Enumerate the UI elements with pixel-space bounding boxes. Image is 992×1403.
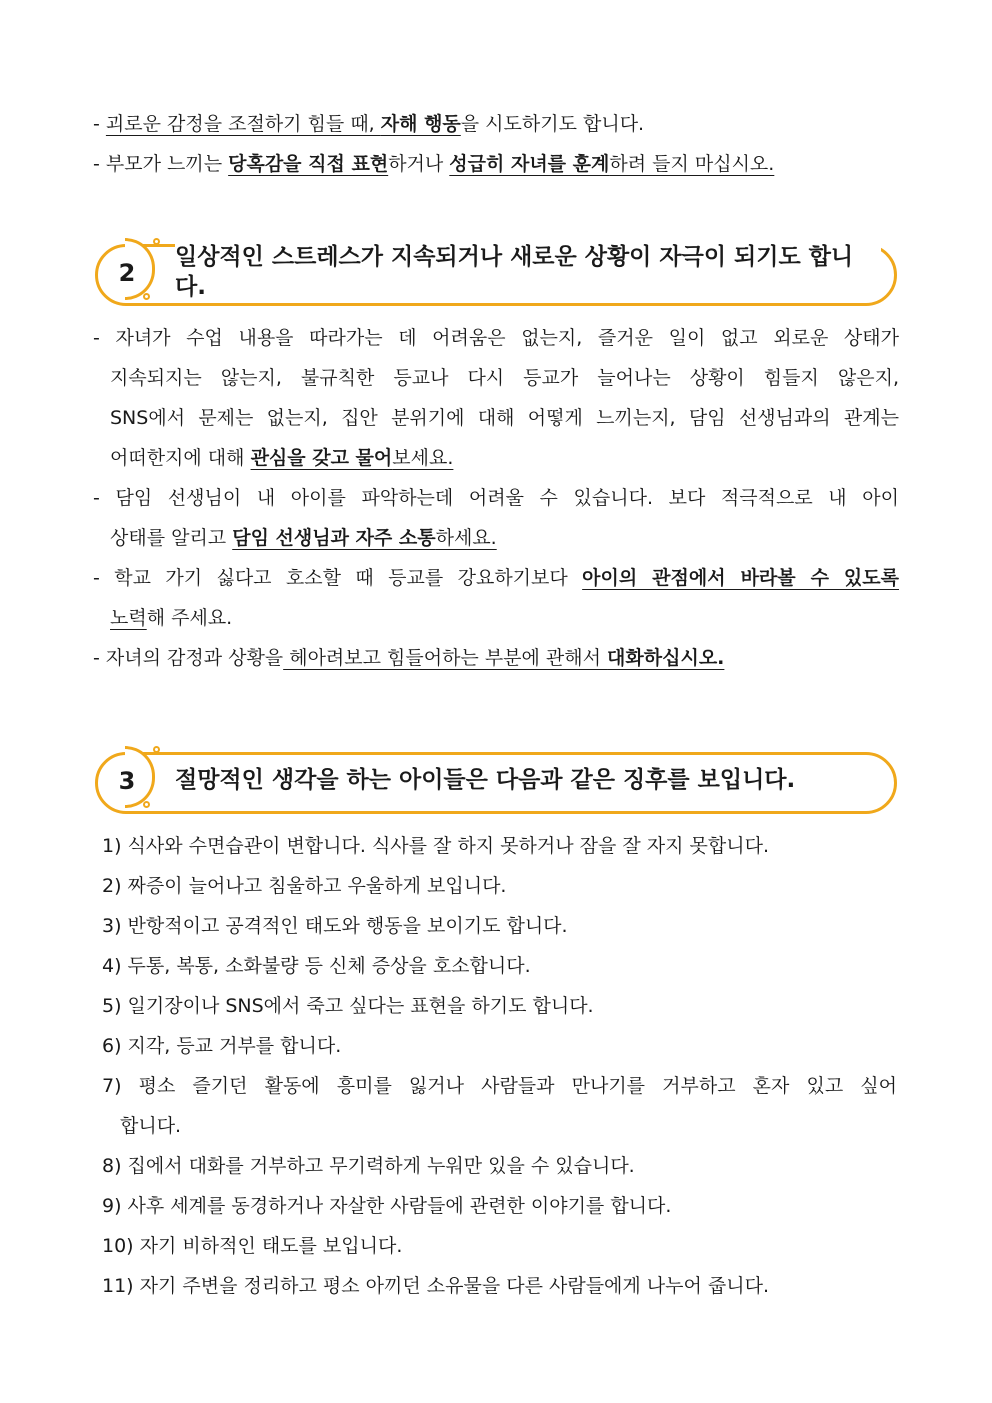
s2-bullet-1-line-4: 어떠한지에 대해 관심을 갖고 물어보세요. [110,447,454,469]
s3-item-5: 5) 일기장이나 SNS에서 죽고 싶다는 표현을 하기도 합니다. [102,995,594,1017]
s3-item-3: 3) 반항적이고 공격적인 태도와 행동을 보이기도 합니다. [102,915,568,937]
section-number: 3 [118,767,136,795]
s3-item-8: 8) 집에서 대화를 거부하고 무기력하게 누워만 있을 수 있습니다. [102,1155,635,1177]
section-2-heading [95,244,897,306]
bracket-dot-bottom [143,801,150,808]
s3-item-11: 11) 자기 주변을 정리하고 평소 아끼던 소유물을 다른 사람들에게 나누어 줍니다. [102,1275,769,1297]
section-title: 절망적인 생각을 하는 아이들은 다음과 같은 징후를 보입니다. [175,767,796,793]
bracket-dot-top [153,746,160,753]
section-3-heading [95,752,897,814]
s2-bullet-1-line-1: - 자녀가 수업 내용을 따라가는 데 어려움은 없는지, 즐거운 일이 없고 외로운 상태가 [93,327,899,349]
s2-bullet-4: - 자녀의 감정과 상황을 헤아려보고 힘들어하는 부분에 관해서 대화하십시오. [93,647,725,669]
s2-bullet-1-line-2: 지속되지는 않는지, 불규칙한 등교나 다시 등교가 늘어나는 상황이 힘들지 않은지, [110,367,899,389]
s3-item-7-line-1: 7) 평소 즐기던 활동에 흥미를 잃거나 사람들과 만나기를 거부하고 혼자 있고 싶어 [102,1075,898,1097]
bracket-dot-top [153,238,160,245]
s3-item-4: 4) 두통, 복통, 소화불량 등 신체 증상을 호소합니다. [102,955,531,977]
s2-bullet-2-line-2: 상태를 알리고 담임 선생님과 자주 소통하세요. [110,527,497,549]
top-bullet-2: - 부모가 느끼는 당혹감을 직접 표현하거나 성급히 자녀를 훈계하려 들지 마십시오. [93,153,775,175]
s3-item-2: 2) 짜증이 늘어나고 침울하고 우울하게 보입니다. [102,875,507,897]
top-bullet-1: - 괴로운 감정을 조절하기 힘들 때, 자해 행동을 시도하기도 합니다. [93,113,645,135]
section-title-line-1: 일상적인 스트레스가 지속되거나 새로운 상황이 자극이 되기도 합니 [175,242,881,272]
s3-item-6: 6) 지각, 등교 거부를 합니다. [102,1035,342,1057]
s2-bullet-3-line-1: - 학교 가기 싫다고 호소할 때 등교를 강요하기보다 아이의 관점에서 바라볼 수 있도록 [93,567,899,589]
s3-item-10: 10) 자기 비하적인 태도를 보입니다. [102,1235,403,1257]
s3-item-7-line-2: 합니다. [120,1115,182,1137]
s3-item-1: 1) 식사와 수면습관이 변합니다. 식사를 잘 하지 못하거나 잠을 잘 자지 못합니다. [102,835,769,857]
s2-bullet-2-line-1: - 담임 선생님이 내 아이를 파악하는데 어려울 수 있습니다. 보다 적극적으로 내 아이 [93,487,899,509]
bracket-dot-bottom [143,293,150,300]
section-number: 2 [118,259,136,287]
s2-bullet-3-line-2: 노력해 주세요. [110,607,233,629]
s2-bullet-1-line-3: SNS에서 문제는 없는지, 집안 분위기에 대해 어떻게 느끼는지, 담임 선생님과의 관계는 [110,407,899,429]
s3-item-9: 9) 사후 세계를 동경하거나 자살한 사람들에 관련한 이야기를 합니다. [102,1195,672,1217]
section-title-line-2: 다. [175,274,206,300]
